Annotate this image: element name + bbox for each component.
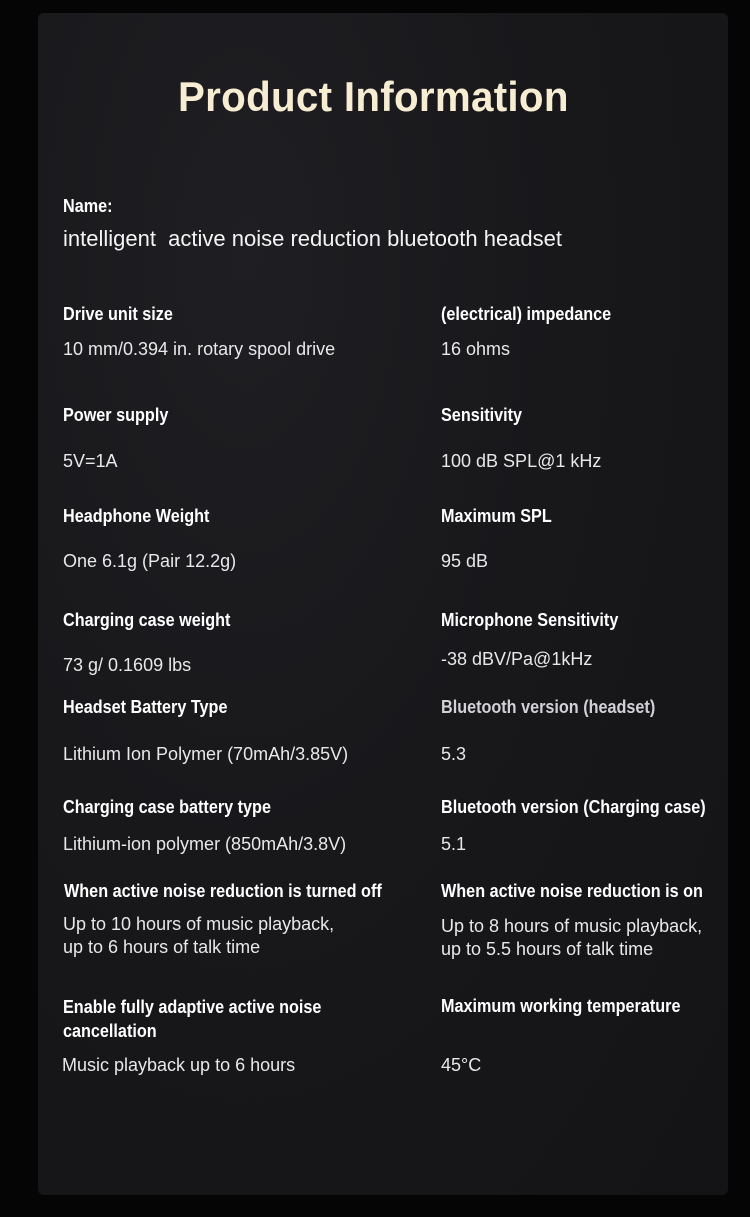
spec-label-bluetooth-version-charging-case: Bluetooth version (Charging case) [441, 797, 706, 817]
spec-value-headphone-weight: One 6.1g (Pair 12.2g) [63, 551, 237, 571]
spec-label-charging-case-weight: Charging case weight [63, 610, 231, 630]
spec-value-charging-case-weight: 73 g/ 0.1609 lbs [63, 655, 192, 675]
spec-value-drive-unit-size: 10 mm/0.394 in. rotary spool drive [63, 339, 336, 359]
spec-value-bluetooth-version-charging-case: 5.1 [441, 834, 467, 854]
spec-value-max-working-temperature: 45°C [441, 1055, 482, 1075]
spec-label-adaptive-anc: Enable fully adaptive active noise cancellation [63, 997, 322, 1041]
spec-value-headset-battery-type: Lithium Ion Polymer (70mAh/3.85V) [63, 744, 349, 764]
spec-label-max-working-temperature: Maximum working temperature [441, 996, 681, 1016]
spec-value-impedance: 16 ohms [441, 339, 511, 359]
spec-label-headphone-weight: Headphone Weight [63, 506, 210, 526]
spec-value-microphone-sensitivity: -38 dBV/Pa@1kHz [441, 649, 593, 669]
product-info-card [38, 13, 728, 1195]
spec-label-power-supply: Power supply [63, 405, 169, 425]
spec-label-headset-battery-type: Headset Battery Type [63, 697, 228, 717]
spec-label-impedance: (electrical) impedance [441, 304, 612, 324]
spec-label-bluetooth-version-headset: Bluetooth version (headset) [441, 697, 656, 717]
spec-value-power-supply: 5V=1A [63, 451, 118, 471]
spec-value-charging-case-battery-type: Lithium-ion polymer (850mAh/3.8V) [63, 834, 347, 854]
spec-label-anc-off: When active noise reduction is turned off [64, 881, 382, 901]
spec-label-drive-unit-size: Drive unit size [63, 304, 173, 324]
spec-label-anc-on: When active noise reduction is on [441, 881, 703, 901]
spec-value-bluetooth-version-headset: 5.3 [441, 744, 467, 764]
page-title: Product Information [178, 73, 569, 120]
spec-label-microphone-sensitivity: Microphone Sensitivity [441, 610, 619, 630]
name-label: Name: [63, 196, 113, 216]
spec-value-sensitivity: 100 dB SPL@1 kHz [441, 451, 602, 471]
spec-label-sensitivity: Sensitivity [441, 405, 523, 425]
spec-value-anc-on: Up to 8 hours of music playback, up to 5.5 hours of talk time [441, 916, 703, 959]
spec-value-adaptive-anc: Music playback up to 6 hours [62, 1055, 296, 1075]
name-value: intelligent active noise reduction bluetooth headset [63, 226, 563, 251]
spec-label-charging-case-battery-type: Charging case battery type [63, 797, 271, 817]
spec-value-anc-off: Up to 10 hours of music playback, up to 6 hours of talk time [63, 914, 335, 957]
spec-label-maximum-spl: Maximum SPL [441, 506, 552, 526]
spec-value-maximum-spl: 95 dB [441, 551, 489, 571]
